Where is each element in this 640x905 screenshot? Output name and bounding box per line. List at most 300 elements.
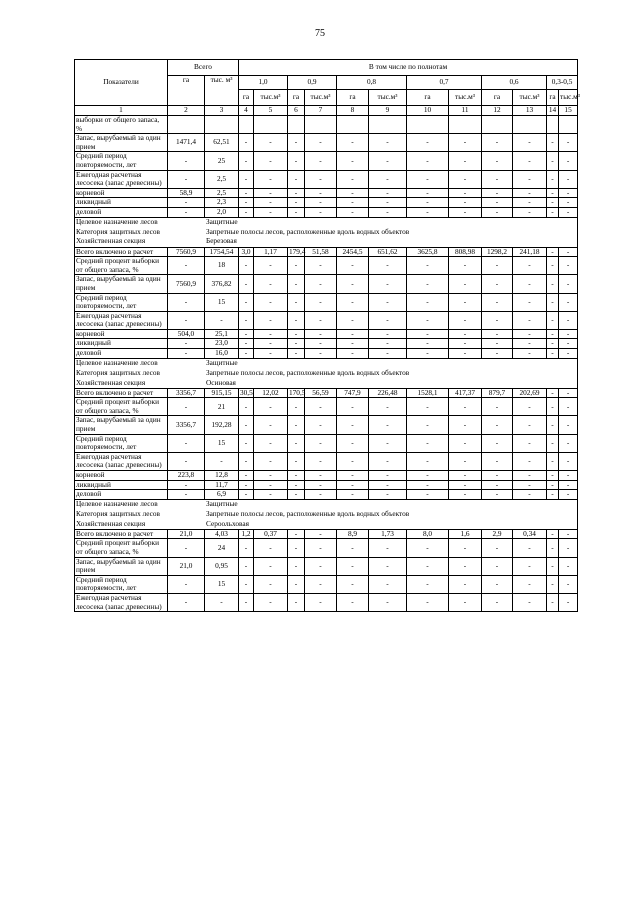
table-row — [75, 471, 578, 481]
table-cell: - — [369, 134, 407, 152]
table-cell: - — [369, 593, 407, 611]
row-label: ликвидный — [75, 198, 168, 208]
table-cell: - — [449, 349, 482, 359]
section-key: Категория защитных лесов — [76, 226, 160, 236]
table-cell: - — [254, 188, 288, 198]
table-cell: - — [482, 539, 513, 557]
table-row — [75, 452, 578, 470]
table-cell: 1,73 — [369, 529, 407, 539]
table-cell: - — [449, 480, 482, 490]
table-cell: - — [449, 434, 482, 452]
table-cell: - — [337, 593, 369, 611]
table-cell — [305, 116, 337, 134]
table-cell: - — [254, 575, 288, 593]
table-cell: - — [482, 480, 513, 490]
table-cell: - — [337, 575, 369, 593]
column-number: 3 — [205, 106, 239, 116]
table-cell: - — [513, 329, 547, 339]
row-label: Ежегодная расчетная лесосека (запас древесины) — [75, 311, 168, 329]
table-cell: - — [482, 452, 513, 470]
table-cell: - — [407, 471, 449, 481]
table-cell: 8,0 — [407, 529, 449, 539]
table-cell: - — [559, 388, 578, 398]
table-cell: - — [337, 480, 369, 490]
table-cell: - — [369, 257, 407, 275]
table-cell: - — [513, 593, 547, 611]
table-cell: - — [254, 293, 288, 311]
table-cell: - — [337, 434, 369, 452]
table-cell: - — [337, 257, 369, 275]
table-cell: 25,1 — [205, 329, 239, 339]
table-cell: 808,98 — [449, 247, 482, 257]
table-cell: 51,58 — [305, 247, 337, 257]
header-ha: га — [407, 90, 449, 106]
table-cell: - — [547, 293, 559, 311]
table-cell: - — [559, 575, 578, 593]
table-cell: - — [168, 398, 205, 416]
table-cell: - — [559, 539, 578, 557]
table-cell: - — [407, 207, 449, 217]
row-label: Запас, вырубаемый за один прием — [75, 557, 168, 575]
row-label: Запас, вырубаемый за один прием — [75, 134, 168, 152]
row-label: Запас, вырубаемый за один прием — [75, 275, 168, 293]
section-cell — [75, 217, 578, 227]
table-cell: - — [407, 416, 449, 434]
table-row — [75, 257, 578, 275]
table-cell: - — [559, 416, 578, 434]
column-number: 11 — [449, 106, 482, 116]
section-cell — [75, 227, 578, 237]
table-cell: - — [513, 339, 547, 349]
column-number: 5 — [254, 106, 288, 116]
table-cell: - — [239, 480, 254, 490]
table-row — [75, 275, 578, 293]
table-cell: - — [305, 170, 337, 188]
table-row — [75, 490, 578, 500]
section-key: Хозяйственная секция — [76, 377, 146, 387]
table-cell: - — [547, 529, 559, 539]
table-cell: - — [547, 152, 559, 170]
header-completeness: 0,6 — [482, 76, 547, 90]
table-cell: - — [513, 152, 547, 170]
table-cell: - — [305, 134, 337, 152]
table-cell — [205, 116, 239, 134]
table-cell: - — [547, 388, 559, 398]
table-cell: 25 — [205, 152, 239, 170]
section-row — [75, 227, 578, 237]
table-cell: 504,0 — [168, 329, 205, 339]
table-cell: - — [239, 557, 254, 575]
table-cell: - — [547, 434, 559, 452]
table-cell: - — [407, 152, 449, 170]
table-cell: 2,5 — [205, 188, 239, 198]
table-cell: - — [482, 311, 513, 329]
table-cell: - — [337, 557, 369, 575]
table-cell: - — [369, 329, 407, 339]
table-cell: - — [547, 398, 559, 416]
table-cell: - — [559, 339, 578, 349]
section-key: Категория защитных лесов — [76, 367, 160, 377]
table-row — [75, 416, 578, 434]
table-cell: - — [369, 416, 407, 434]
table-cell: - — [559, 490, 578, 500]
header-m3: тыс.м³ — [254, 90, 288, 106]
table-cell: - — [482, 293, 513, 311]
table-cell — [369, 116, 407, 134]
table-cell: - — [513, 471, 547, 481]
table-cell: 0,37 — [254, 529, 288, 539]
table-cell: - — [482, 557, 513, 575]
table-cell: - — [288, 198, 305, 208]
table-cell: - — [513, 416, 547, 434]
table-cell: - — [513, 349, 547, 359]
table-cell: - — [559, 247, 578, 257]
table-cell: - — [513, 257, 547, 275]
column-number: 12 — [482, 106, 513, 116]
table-cell: - — [369, 480, 407, 490]
table-cell: - — [449, 152, 482, 170]
table-cell: - — [407, 539, 449, 557]
table-cell: - — [254, 398, 288, 416]
table-cell — [254, 116, 288, 134]
section-row — [75, 358, 578, 368]
table-cell: - — [547, 349, 559, 359]
row-label: Средний период повторяемости, лет — [75, 434, 168, 452]
row-label: ликвидный — [75, 339, 168, 349]
table-cell: - — [449, 575, 482, 593]
table-cell: - — [254, 349, 288, 359]
row-label: Средний период повторяемости, лет — [75, 152, 168, 170]
header-indicators: Показатели — [75, 60, 168, 106]
table-cell: - — [559, 471, 578, 481]
table-cell: - — [288, 170, 305, 188]
table-cell: - — [559, 257, 578, 275]
table-cell: - — [547, 329, 559, 339]
table-cell: - — [559, 349, 578, 359]
column-number: 6 — [288, 106, 305, 116]
section-value: Запретные полосы лесов, расположенные вдоль водных объектов — [206, 367, 410, 377]
row-label: Всего включено в расчет — [75, 388, 168, 398]
table-cell: - — [305, 416, 337, 434]
row-label: Средний период повторяемости, лет — [75, 293, 168, 311]
table-row — [75, 575, 578, 593]
table-cell: 0,95 — [205, 557, 239, 575]
table-cell: 23,0 — [205, 339, 239, 349]
table-cell: - — [288, 329, 305, 339]
table-cell: - — [559, 207, 578, 217]
section-value: Защитные — [206, 499, 238, 509]
table-cell: - — [337, 152, 369, 170]
table-cell: - — [239, 198, 254, 208]
table-cell: - — [559, 293, 578, 311]
table-cell: 3625,8 — [407, 247, 449, 257]
table-cell: - — [288, 452, 305, 470]
section-row — [75, 519, 578, 529]
table-cell: - — [547, 490, 559, 500]
table-cell: - — [254, 434, 288, 452]
row-label: деловой — [75, 349, 168, 359]
row-label: деловой — [75, 490, 168, 500]
table-cell: - — [288, 480, 305, 490]
table-cell: - — [559, 398, 578, 416]
table-cell: - — [337, 275, 369, 293]
table-cell: - — [168, 480, 205, 490]
table-cell: 24 — [205, 539, 239, 557]
table-cell: - — [482, 275, 513, 293]
table-cell: 15 — [205, 434, 239, 452]
table-cell: 11,7 — [205, 480, 239, 490]
table-cell — [449, 116, 482, 134]
section-row — [75, 499, 578, 509]
table-cell: - — [449, 293, 482, 311]
table-cell: - — [239, 490, 254, 500]
table-cell: - — [369, 188, 407, 198]
table-cell: - — [513, 557, 547, 575]
header-total-m3: тыс. м³ — [205, 76, 239, 106]
table-cell: 16,0 — [205, 349, 239, 359]
section-row — [75, 237, 578, 247]
table-cell: - — [239, 593, 254, 611]
table-cell: - — [239, 452, 254, 470]
table-cell: - — [513, 311, 547, 329]
table-cell: - — [337, 398, 369, 416]
section-value: Сероольховая — [206, 518, 249, 528]
table-cell: - — [305, 398, 337, 416]
header-total: Всего — [168, 60, 239, 76]
table-cell: - — [547, 247, 559, 257]
table-row — [75, 207, 578, 217]
section-cell — [75, 237, 578, 247]
table-cell: - — [513, 207, 547, 217]
section-value: Березовая — [206, 236, 237, 246]
table-cell: - — [288, 557, 305, 575]
table-cell: - — [449, 452, 482, 470]
table-cell: - — [449, 257, 482, 275]
column-number: 8 — [337, 106, 369, 116]
row-label: Средний процент выборки от общего запаса, % — [75, 257, 168, 275]
table-cell: 2,3 — [205, 198, 239, 208]
table-cell: 21,0 — [168, 529, 205, 539]
table-cell: - — [407, 275, 449, 293]
table-cell: - — [559, 134, 578, 152]
table-cell: - — [288, 434, 305, 452]
table-cell: - — [168, 339, 205, 349]
table-cell: - — [559, 452, 578, 470]
table-cell: - — [407, 198, 449, 208]
table-cell: - — [482, 471, 513, 481]
section-key: Целевое назначение лесов — [76, 216, 158, 226]
header-ha: га — [547, 90, 559, 106]
table-cell: - — [239, 471, 254, 481]
table-cell: - — [305, 529, 337, 539]
table-cell: - — [254, 452, 288, 470]
table-cell: - — [239, 329, 254, 339]
table-cell: - — [288, 398, 305, 416]
row-label: корневой — [75, 471, 168, 481]
table-cell: - — [449, 416, 482, 434]
table-cell: - — [407, 257, 449, 275]
table-cell: 12,02 — [254, 388, 288, 398]
table-cell: - — [254, 480, 288, 490]
table-cell: - — [559, 480, 578, 490]
table-cell: - — [559, 152, 578, 170]
table-cell: - — [407, 452, 449, 470]
table-cell: - — [305, 471, 337, 481]
table-cell: - — [559, 329, 578, 339]
table-cell: - — [337, 170, 369, 188]
section-key: Целевое назначение лесов — [76, 358, 158, 368]
table-cell: - — [449, 339, 482, 349]
table-cell: - — [513, 575, 547, 593]
table-cell: 30,5 — [240, 387, 253, 397]
section-key: Целевое назначение лесов — [76, 499, 158, 509]
table-cell: 7560,9 — [168, 275, 205, 293]
table-cell: 4,03 — [205, 529, 239, 539]
table-cell: 3356,7 — [168, 388, 205, 398]
section-key: Хозяйственная секция — [76, 236, 146, 246]
table-cell: 2,0 — [205, 207, 239, 217]
table-cell: 192,28 — [205, 416, 239, 434]
table-cell: - — [239, 275, 254, 293]
column-number: 10 — [407, 106, 449, 116]
table-cell: 15 — [205, 293, 239, 311]
table-cell: - — [239, 188, 254, 198]
header-m3: тыс.м³ — [449, 90, 482, 106]
table-cell: - — [482, 198, 513, 208]
table-cell: - — [407, 480, 449, 490]
table-cell: - — [239, 293, 254, 311]
table-cell: - — [254, 198, 288, 208]
table-cell — [168, 116, 205, 134]
table-cell — [482, 116, 513, 134]
table-cell: - — [369, 398, 407, 416]
table-row — [75, 170, 578, 188]
table-cell: - — [559, 311, 578, 329]
table-cell: - — [547, 257, 559, 275]
table-cell: - — [239, 134, 254, 152]
header-completeness: 0,9 — [288, 76, 337, 90]
row-label: Средний процент выборки от общего запаса, % — [75, 398, 168, 416]
table-cell: - — [547, 198, 559, 208]
table-cell: - — [482, 575, 513, 593]
header-completeness: 1,0 — [239, 76, 288, 90]
table-cell: - — [482, 349, 513, 359]
section-value: Запретные полосы лесов, расположенные вдоль водных объектов — [206, 508, 410, 518]
table-cell: - — [547, 207, 559, 217]
table-cell: - — [547, 188, 559, 198]
table-cell: - — [407, 398, 449, 416]
table-cell: - — [239, 207, 254, 217]
table-cell: - — [559, 275, 578, 293]
header-m3: тыс.м³ — [559, 90, 578, 106]
row-label: Ежегодная расчетная лесосека (запас древесины) — [75, 593, 168, 611]
row-label: Ежегодная расчетная лесосека (запас древесины) — [75, 170, 168, 188]
table-cell: - — [559, 170, 578, 188]
table-cell: - — [305, 434, 337, 452]
table-cell: - — [449, 398, 482, 416]
table-cell: - — [482, 170, 513, 188]
table-cell: - — [559, 557, 578, 575]
column-number: 13 — [513, 106, 547, 116]
table-cell: - — [168, 293, 205, 311]
table-cell: - — [168, 452, 205, 470]
table-cell: - — [407, 575, 449, 593]
table-cell: 179,4 — [289, 246, 306, 256]
table-cell: - — [254, 152, 288, 170]
table-cell: - — [305, 329, 337, 339]
table-cell: - — [305, 575, 337, 593]
table-row — [75, 480, 578, 490]
table-cell: - — [288, 575, 305, 593]
table-cell: - — [168, 490, 205, 500]
table-cell: - — [239, 575, 254, 593]
table-cell: - — [559, 529, 578, 539]
table-cell: - — [513, 480, 547, 490]
table-cell: - — [305, 311, 337, 329]
table-cell: 417,37 — [449, 388, 482, 398]
row-label: Средний период повторяемости, лет — [75, 575, 168, 593]
table-cell: - — [559, 434, 578, 452]
table-row — [75, 134, 578, 152]
column-number: 7 — [305, 106, 337, 116]
table-cell: - — [168, 207, 205, 217]
table-cell: - — [482, 490, 513, 500]
header-completeness: 0,7 — [407, 76, 482, 90]
table-cell: - — [337, 134, 369, 152]
table-cell: - — [369, 207, 407, 217]
table-cell: - — [305, 188, 337, 198]
table-cell: - — [407, 349, 449, 359]
table-cell: - — [205, 311, 239, 329]
table-cell: 6,9 — [205, 490, 239, 500]
row-label: Всего включено в расчет — [75, 529, 168, 539]
table-cell: - — [449, 593, 482, 611]
row-label: ликвидный — [75, 480, 168, 490]
table-cell: - — [513, 134, 547, 152]
page-number: 75 — [315, 28, 325, 39]
table-cell: - — [407, 339, 449, 349]
table-cell: - — [513, 434, 547, 452]
section-row — [75, 378, 578, 388]
table-cell: - — [513, 188, 547, 198]
table-cell: - — [254, 257, 288, 275]
table-cell: - — [407, 134, 449, 152]
table-cell: - — [337, 188, 369, 198]
table-cell: - — [305, 557, 337, 575]
table-cell — [337, 116, 369, 134]
header-completeness: 0,8 — [337, 76, 407, 90]
table-cell: - — [449, 329, 482, 339]
table-cell: - — [168, 257, 205, 275]
table-cell — [288, 116, 305, 134]
row-label: Средний процент выборки от общего запаса, % — [75, 539, 168, 557]
table-cell — [239, 116, 254, 134]
table-cell — [559, 116, 578, 134]
table-row — [75, 293, 578, 311]
table-cell: - — [305, 593, 337, 611]
row-label: Запас, вырубаемый за один прием — [75, 416, 168, 434]
table-cell: - — [547, 311, 559, 329]
table-cell: - — [254, 329, 288, 339]
table-cell: - — [288, 293, 305, 311]
table-cell: - — [288, 490, 305, 500]
table-cell: - — [239, 398, 254, 416]
section-value: Запретные полосы лесов, расположенные вдоль водных объектов — [206, 226, 410, 236]
table-row — [75, 198, 578, 208]
table-cell: - — [337, 311, 369, 329]
table-cell: - — [288, 188, 305, 198]
table-cell: - — [168, 170, 205, 188]
